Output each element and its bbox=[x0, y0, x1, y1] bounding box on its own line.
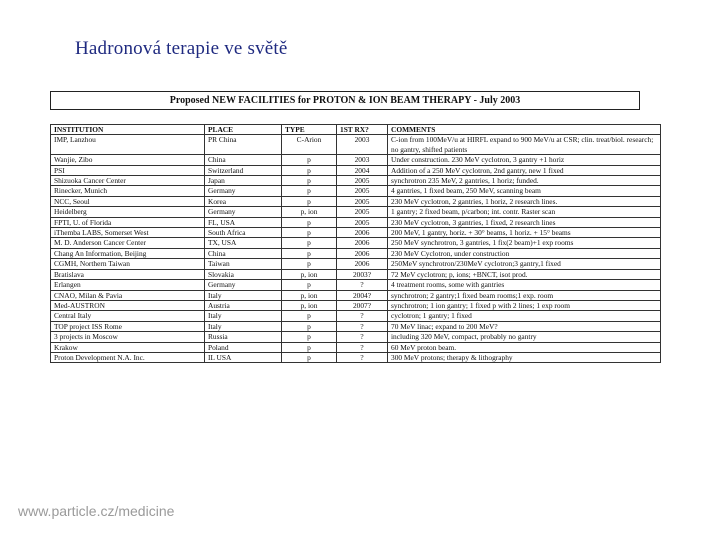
comments-cell: 230 MeV Cyclotron, under construction bbox=[388, 248, 661, 258]
type-cell: p bbox=[282, 342, 337, 352]
place-cell: FL, USA bbox=[205, 217, 282, 227]
table-row bbox=[51, 135, 661, 155]
comments-cell: Addition of a 250 MeV cyclotron, 2nd gantry, new 1 fixed bbox=[388, 165, 661, 175]
first-rx-cell: 2005 bbox=[337, 207, 388, 217]
institution-cell: Erlangen bbox=[51, 280, 205, 290]
comments-cell: 1 gantry; 2 fixed beam, p/carbon; int. contr. Raster scan bbox=[388, 207, 661, 217]
first-rx-cell: 2007? bbox=[337, 300, 388, 310]
first-rx-cell: ? bbox=[337, 311, 388, 321]
place-cell: Austria bbox=[205, 300, 282, 310]
table-body bbox=[51, 135, 661, 363]
table-row bbox=[51, 300, 661, 310]
institution-cell: IMP, Lanzhou bbox=[51, 135, 205, 155]
type-cell: p, ion bbox=[282, 269, 337, 279]
table-row bbox=[51, 196, 661, 206]
first-rx-cell: ? bbox=[337, 332, 388, 342]
comments-cell: Under construction. 230 MeV cyclotron, 3 gantry +1 horiz bbox=[388, 155, 661, 165]
table-row bbox=[51, 352, 661, 362]
institution-cell: FPTI, U. of Florida bbox=[51, 217, 205, 227]
header-comments: COMMENTS bbox=[388, 125, 661, 135]
type-cell: C-Arion bbox=[282, 135, 337, 155]
table-row bbox=[51, 332, 661, 342]
first-rx-cell: 2006 bbox=[337, 248, 388, 258]
table-row bbox=[51, 269, 661, 279]
institution-cell: Central Italy bbox=[51, 311, 205, 321]
footer-url[interactable]: www.particle.cz/medicine bbox=[18, 503, 175, 519]
first-rx-cell: 2005 bbox=[337, 186, 388, 196]
facilities-table bbox=[50, 124, 661, 363]
place-cell: Taiwan bbox=[205, 259, 282, 269]
place-cell: Germany bbox=[205, 186, 282, 196]
institution-cell: Med-AUSTRON bbox=[51, 300, 205, 310]
place-cell: Japan bbox=[205, 176, 282, 186]
place-cell: TX, USA bbox=[205, 238, 282, 248]
type-cell: p bbox=[282, 311, 337, 321]
comments-cell: 300 MeV protons; therapy & lithography bbox=[388, 352, 661, 362]
slide-title: Hadronová terapie ve světě bbox=[75, 38, 288, 59]
type-cell: p bbox=[282, 176, 337, 186]
header-first-rx: 1ST RX? bbox=[337, 125, 388, 135]
institution-cell: 3 projects in Moscow bbox=[51, 332, 205, 342]
header-institution: INSTITUTION bbox=[51, 125, 205, 135]
first-rx-cell: 2005 bbox=[337, 196, 388, 206]
first-rx-cell: 2006 bbox=[337, 259, 388, 269]
table-row bbox=[51, 165, 661, 175]
comments-cell: 72 MeV cyclotron; p, ions; +BNCT, isot prod. bbox=[388, 269, 661, 279]
institution-cell: Proton Development N.A. Inc. bbox=[51, 352, 205, 362]
first-rx-cell: 2003 bbox=[337, 155, 388, 165]
type-cell: p bbox=[282, 332, 337, 342]
place-cell: Korea bbox=[205, 196, 282, 206]
table-row bbox=[51, 207, 661, 217]
comments-cell: 4 gantries, 1 fixed beam, 250 MeV, scanning beam bbox=[388, 186, 661, 196]
place-cell: IL USA bbox=[205, 352, 282, 362]
type-cell: p bbox=[282, 228, 337, 238]
table-row bbox=[51, 342, 661, 352]
type-cell: p bbox=[282, 165, 337, 175]
table-row bbox=[51, 311, 661, 321]
type-cell: p, ion bbox=[282, 290, 337, 300]
institution-cell: iThemba LABS, Somerset West bbox=[51, 228, 205, 238]
institution-cell: Wanjie, Zibo bbox=[51, 155, 205, 165]
table-row bbox=[51, 186, 661, 196]
type-cell: p bbox=[282, 259, 337, 269]
first-rx-cell: 2003? bbox=[337, 269, 388, 279]
place-cell: Italy bbox=[205, 311, 282, 321]
type-cell: p bbox=[282, 186, 337, 196]
institution-cell: Rinecker, Munich bbox=[51, 186, 205, 196]
place-cell: Germany bbox=[205, 207, 282, 217]
first-rx-cell: 2005 bbox=[337, 217, 388, 227]
type-cell: p, ion bbox=[282, 300, 337, 310]
institution-cell: Heidelberg bbox=[51, 207, 205, 217]
first-rx-cell: ? bbox=[337, 280, 388, 290]
type-cell: p bbox=[282, 155, 337, 165]
place-cell: Switzerland bbox=[205, 165, 282, 175]
place-cell: Slovakia bbox=[205, 269, 282, 279]
type-cell: p bbox=[282, 217, 337, 227]
comments-cell: 230 MeV cyclotron, 2 gantries, 1 horiz, 2 research lines. bbox=[388, 196, 661, 206]
first-rx-cell: 2003 bbox=[337, 135, 388, 155]
type-cell: p, ion bbox=[282, 207, 337, 217]
institution-cell: Chang An Information, Beijing bbox=[51, 248, 205, 258]
first-rx-cell: 2004? bbox=[337, 290, 388, 300]
comments-cell: 230 MeV cyclotron, 3 gantries, 1 fixed, 2 research lines bbox=[388, 217, 661, 227]
place-cell: Germany bbox=[205, 280, 282, 290]
table-header bbox=[51, 125, 661, 135]
first-rx-cell: ? bbox=[337, 342, 388, 352]
comments-cell: synchrotron; 2 gantry;1 fixed beam rooms;1 exp. room bbox=[388, 290, 661, 300]
institution-cell: TOP project ISS Rome bbox=[51, 321, 205, 331]
comments-cell: 250 MeV synchrotron, 3 gantries, 1 fix(2 beam)+1 exp rooms bbox=[388, 238, 661, 248]
table-row bbox=[51, 248, 661, 258]
comments-cell: cyclotron; 1 gantry; 1 fixed bbox=[388, 311, 661, 321]
table-row bbox=[51, 176, 661, 186]
first-rx-cell: 2006 bbox=[337, 238, 388, 248]
header-type: TYPE bbox=[282, 125, 337, 135]
institution-cell: PSI bbox=[51, 165, 205, 175]
place-cell: China bbox=[205, 248, 282, 258]
table-row bbox=[51, 321, 661, 331]
institution-cell: CNAO, Milan & Pavia bbox=[51, 290, 205, 300]
table-row bbox=[51, 155, 661, 165]
place-cell: Russia bbox=[205, 332, 282, 342]
table-row bbox=[51, 280, 661, 290]
place-cell: China bbox=[205, 155, 282, 165]
place-cell: PR China bbox=[205, 135, 282, 155]
type-cell: p bbox=[282, 196, 337, 206]
institution-cell: NCC, Seoul bbox=[51, 196, 205, 206]
institution-cell: Shizuoka Cancer Center bbox=[51, 176, 205, 186]
first-rx-cell: 2005 bbox=[337, 176, 388, 186]
comments-cell: including 320 MeV, compact, probably no gantry bbox=[388, 332, 661, 342]
place-cell: Poland bbox=[205, 342, 282, 352]
comments-cell: synchrotron 235 MeV, 2 gantries, 1 horiz; funded. bbox=[388, 176, 661, 186]
table-row bbox=[51, 238, 661, 248]
type-cell: p bbox=[282, 352, 337, 362]
header-place: PLACE bbox=[205, 125, 282, 135]
table-row bbox=[51, 217, 661, 227]
type-cell: p bbox=[282, 321, 337, 331]
comments-cell: 60 MeV proton beam. bbox=[388, 342, 661, 352]
table-row bbox=[51, 259, 661, 269]
type-cell: p bbox=[282, 238, 337, 248]
first-rx-cell: 2006 bbox=[337, 228, 388, 238]
institution-cell: CGMH, Northern Taiwan bbox=[51, 259, 205, 269]
type-cell: p bbox=[282, 248, 337, 258]
first-rx-cell: ? bbox=[337, 321, 388, 331]
type-cell: p bbox=[282, 280, 337, 290]
first-rx-cell: 2004 bbox=[337, 165, 388, 175]
institution-cell: M. D. Anderson Cancer Center bbox=[51, 238, 205, 248]
first-rx-cell: ? bbox=[337, 352, 388, 362]
institution-cell: Bratislava bbox=[51, 269, 205, 279]
table-row bbox=[51, 228, 661, 238]
table-banner: Proposed NEW FACILITIES for PROTON & ION BEAM THERAPY - July 2003 bbox=[50, 91, 640, 110]
comments-cell: C-ion from 100MeV/u at HIRFL expand to 900 MeV/u at CSR; clin. treat/biol. research; no gantry, shifted patients bbox=[388, 135, 661, 155]
table-row bbox=[51, 290, 661, 300]
place-cell: South Africa bbox=[205, 228, 282, 238]
comments-cell: 4 treatment rooms, some with gantries bbox=[388, 280, 661, 290]
comments-cell: 70 MeV linac; expand to 200 MeV? bbox=[388, 321, 661, 331]
institution-cell: Krakow bbox=[51, 342, 205, 352]
comments-cell: 250MeV synchrotron/230MeV cyclotron;3 gantry,1 fixed bbox=[388, 259, 661, 269]
comments-cell: synchrotron; 1 ion gantry; 1 fixed p with 2 lines; 1 exp room bbox=[388, 300, 661, 310]
place-cell: Italy bbox=[205, 290, 282, 300]
place-cell: Italy bbox=[205, 321, 282, 331]
comments-cell: 200 MeV, 1 gantry, horiz. + 30° beams, 1 horiz. + 15° beams bbox=[388, 228, 661, 238]
